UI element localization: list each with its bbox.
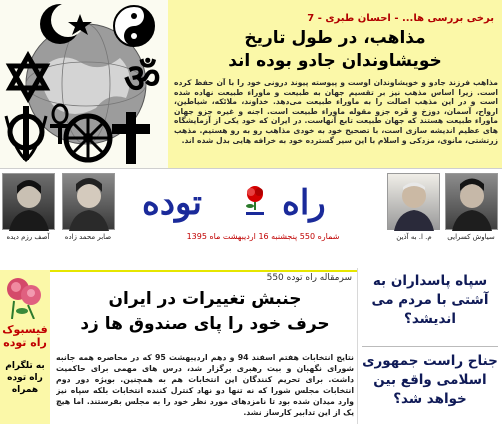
religious-symbols-image[interactable] bbox=[0, 0, 168, 168]
rose-icon bbox=[246, 186, 264, 215]
photo-caption: سیاوش کسرایی bbox=[447, 233, 495, 241]
logo-text-rah: راه bbox=[282, 183, 326, 223]
dharma-wheel-icon bbox=[66, 116, 110, 160]
person-silhouette-icon bbox=[388, 174, 441, 231]
editorial-headline-line1[interactable]: جنبش تغییرات در ایران bbox=[108, 289, 302, 309]
yin-yang-icon bbox=[114, 6, 154, 46]
logo-graphic bbox=[138, 180, 370, 224]
logo-text-tudeh: توده bbox=[142, 183, 202, 223]
editorial-kicker: سرمقاله راه توده 550 bbox=[266, 273, 352, 283]
top-article-headline-line2[interactable]: خویشاوندان جادو بوده اند bbox=[228, 51, 442, 71]
editorial-headline-line2[interactable]: حرف خود را پای صندوق ها زد bbox=[80, 314, 330, 334]
top-article-lead: مذاهب فرزند جادو و خویشاوندان اوست و پیوسته پیوند درونی خود را با آن حفظ کرده است. زیرا اساس مذهب نیز بر تقسیم جهان به طبیعت و ماوراء طبیعت نهاده شده است و در این مذهب اصالت را به ماوراء طبیعت می‌دهد. خداوند، ملائکه، شیاطین، ارواح، آسمان، دوزخ و فَره جزو مقوله ماوراء طبیعت است. اجنه و غیره جزو جهان ماوراء طبیعت هستند که جهان طبیعت تابع آنهاست. در ایران که خود یکی از آزمایشگاه های عظیم اندیشه سازی است، با تصحیح خود به خودی مذاهب رو به رو هستیم. مذهب زرتشتی، مانوی، مزدکی و اسلام با این سیر گسترده خود به خرافه هایی بدل شده اند. bbox=[174, 78, 498, 145]
person-silhouette-icon bbox=[446, 174, 499, 231]
raheh-tudeh-logo[interactable] bbox=[138, 180, 370, 224]
photo-caption: م. ا. به آذین bbox=[396, 233, 432, 241]
rose-graphic bbox=[4, 273, 46, 319]
section-divider bbox=[0, 245, 502, 268]
top-article-kicker[interactable]: برخی بررسی ها... - احسان طبری - 7 bbox=[307, 13, 494, 24]
portrait-photo[interactable] bbox=[62, 173, 115, 230]
portrait-photo[interactable] bbox=[387, 173, 440, 230]
right-headline-2[interactable]: جناح راست جمهوری اسلامی واقع بین خواهد شد؟ bbox=[362, 353, 498, 407]
right-headline-1[interactable]: سپاه پاسداران به آشتی با مردم می اندیشد؟ bbox=[371, 273, 489, 327]
facebook-link[interactable]: فیسبوک راه توده bbox=[2, 323, 48, 349]
person-silhouette-icon bbox=[3, 174, 56, 231]
om-icon bbox=[124, 56, 160, 102]
portrait-photo[interactable] bbox=[445, 173, 498, 230]
photo-caption: صابر محمد زاده bbox=[64, 233, 112, 241]
editorial-body: نتایج انتخابات هفتم اسفند 94 و دهم اردیبهشت 95 که در محاصره همه جانبه شورای نگهبان و بیت رهبری برگزار شد، درس های مهمی برای حاکمیت داشت. برای تحریم کنندگان این انتخابات هم به همچنین. بویژه دور دوم انتخابات مجلس شورا که نه تنها دو نهاد کنترل کننده انتخابات بلکه سپاه نیز وارد میدان شده بود تا نامزدهای مورد نظر خود را به مجلس بفرستند. اما هیچ یک از این تدابیر کارساز نشد. bbox=[56, 353, 354, 417]
photo-caption: آصف رزم دیده bbox=[6, 233, 50, 241]
telegram-link[interactable]: به تلگرام راه توده همراه bbox=[5, 361, 45, 395]
svg-text:ॐ: ॐ bbox=[124, 56, 161, 102]
issue-line: شماره 550 پنجشنبه 16 اردیبهشت ماه 1395 bbox=[186, 232, 340, 241]
religious-symbols-graphic bbox=[0, 0, 168, 168]
portrait-photo[interactable] bbox=[2, 173, 55, 230]
divider bbox=[362, 346, 498, 347]
person-silhouette-icon bbox=[63, 174, 116, 231]
rose-icon bbox=[4, 273, 46, 319]
top-article-headline-line1[interactable]: مذاهب، در طول تاریخ bbox=[244, 28, 426, 48]
